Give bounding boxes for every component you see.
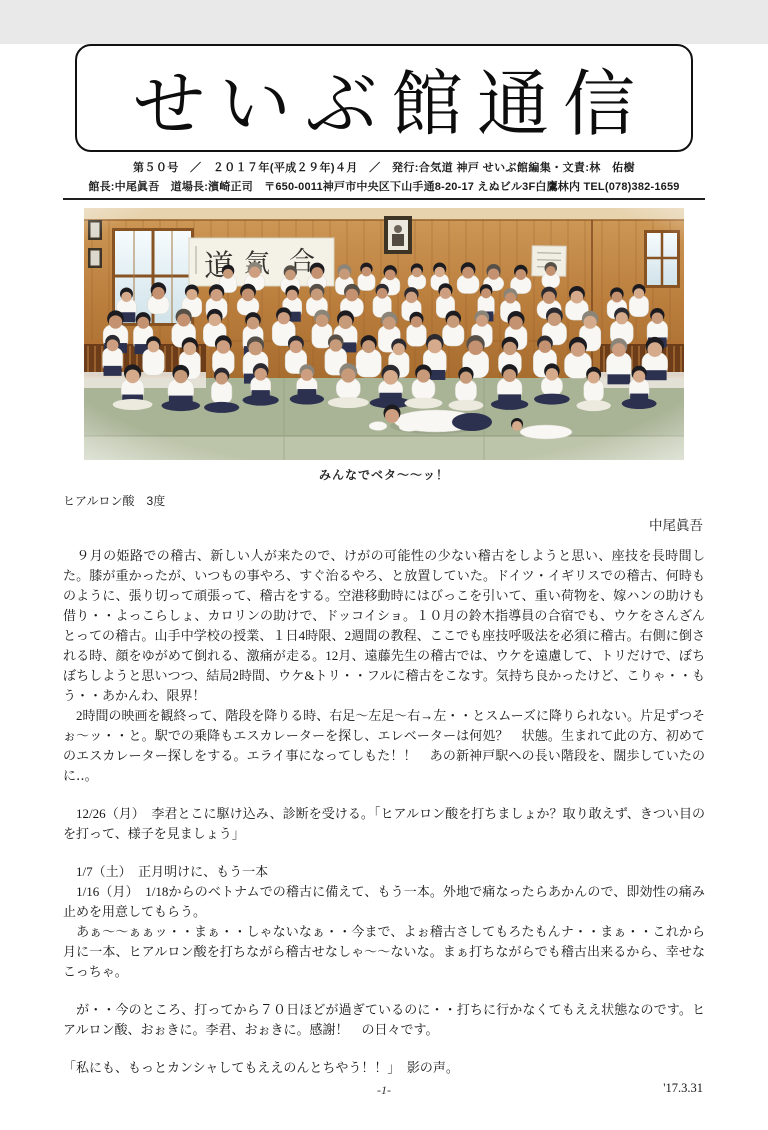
article-paragraph: あぁ～～ぁぁッ・・まぁ・・しゃないなぁ・・今まで、よぉ稽古さしてもろたもんナ・・まぁ・・これから月に一本、ヒアルロン酸を打ちながら稽古せなしゃ～～ないな。まぁ打ちながらでも稽古出来るから、幸せなこっちゃ。 <box>63 922 705 982</box>
newsletter-page <box>0 44 768 1130</box>
newsletter-title: せいぶ館通信 <box>119 46 649 150</box>
article-paragraph: 12/26（月） 李君とこに駆け込み、診断を受ける。「ヒアルロン酸を打ちましょか？取り敢えず、きつい目のを打って、様子を見ましょう」 <box>63 804 705 844</box>
article-sign-date: '17.3.31 <box>63 1081 705 1096</box>
article-byline: 中尾眞吾 <box>63 514 705 534</box>
masthead-title-box <box>75 44 693 152</box>
article-paragraph: 1/7（土） 正月明けに、もう一本 <box>63 862 705 882</box>
article-paragraph: 1/16（月） 1/18からのベトナムでの稽古に備えて、もう一本。外地で痛なったらあかんので、即効性の痛み止めを用意してもらう。 <box>63 882 705 922</box>
article-subject: ヒアルロン酸 3度 <box>63 492 705 509</box>
header-divider <box>63 198 705 200</box>
article-paragraph: 「私にも、もっとカンシャしてもええのんとちやう！！」 影の声。 <box>63 1058 705 1078</box>
group-photo <box>84 208 684 460</box>
article-paragraph: ９月の姫路での稽古、新しい人が来たので、けがの可能性の少ない稽古をしようと思い、座技を長時間した。膝が重かったが、いつもの事やろ、すぐ治るやろ、と放置していた。ドイツ・イギリスでの稽古、何時ものように、張り切って頑張って、稽古をする。空港移動時にはびっこを引いて、重い荷物を、嫁ハンの助けも借り・・よっこらしょ、カロリンの助けで、ドッコイショ。１０月の鈴木指導員の合宿でも、ウケをさんざんとっての稽古。山手中学校の授業、１日4時限、2週間の教程、ここでも座技呼吸法を必須に稽古。右側に倒される時、顔をゆがめて倒れる、激痛が走る。12月、遠藤先生の稽古では、ウケを遠慮して、トリだけで、ぼちぼちしようと思いつつ、結局2時間、ウケ&トリ・・フルに稽古をこなす。気持ち良かったけど、こりゃ・・もう・・あかんわ、限界！ <box>63 546 705 706</box>
contact-info-line: 館長:中尾眞吾 道場長:濱崎正司 〒650-0011神戸市中央区下山手通8-20-17 えぬビル3F白鷹林内 TEL(078)382-1659 <box>63 178 705 194</box>
photo-caption: みんなでベタ～～ッ！ <box>63 466 705 483</box>
article-body <box>63 546 705 1078</box>
issue-info-line: 第５０号 ／ ２０１７年(平成２９年)４月 ／ 発行:合気道 神戸 せいぶ館編集・文責:林 佑樹 <box>63 159 705 175</box>
article-paragraph: が・・今のところ、打ってから７０日ほどが過ぎているのに・・打ちに行かなくてもええ状態なのです。ヒアルロン酸、おぉきに。李君、おぉきに。感謝！ の日々です。 <box>63 1000 705 1040</box>
page-number: -1- <box>0 1083 768 1098</box>
article-paragraph: 2時間の映画を観終って、階段を降りる時、右足～左足～右→左・・とスムーズに降りられない。片足ずつそぉ～ッ・・と。駅での乗降もエスカレーターを探し、エレベーターは何処？ 状態。生まれて此の方、初めてのエスカレーター探しをする。エライ事になってしもた！！ あの新神戸駅への長い階段を、闊歩していたのに‥。 <box>63 706 705 786</box>
